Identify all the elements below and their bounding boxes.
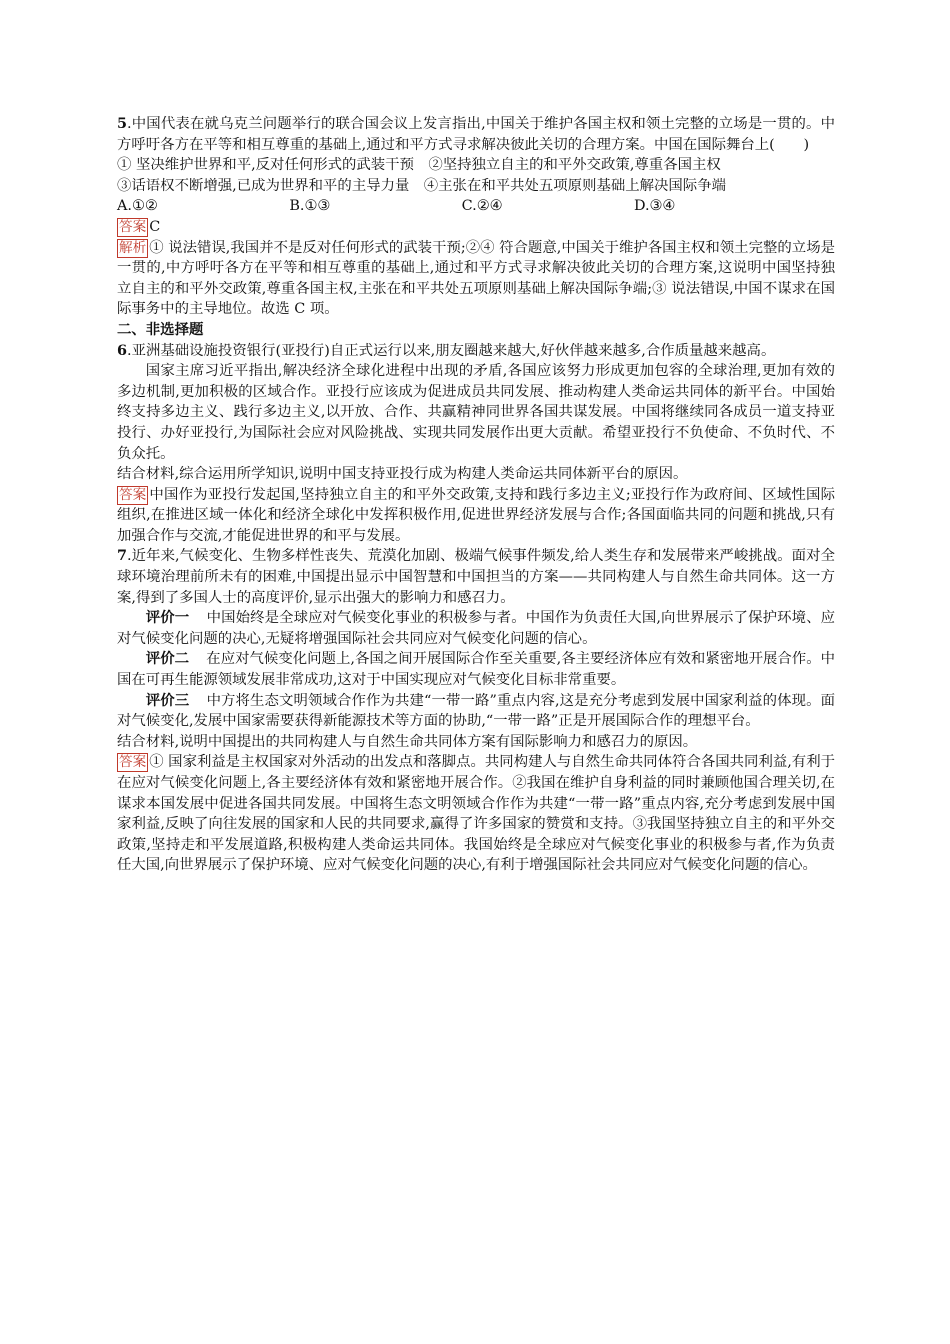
evaluation-2 (117, 649, 835, 690)
question-5-text: .中国代表在就乌克兰问题举行的联合国会议上发言指出,中国关于维护各国主权和领土完整的立场是一贯的。中方呼吁各方在平等和相互尊重的基础上,通过和平方式寻求解决彼此关切的合理方案。中国在国际舞台上( ) (117, 116, 835, 153)
question-5-statements-2: ③话语权不断增强,已成为世界和平的主导力量 ④主张在和平共处五项原则基础上解决国际争端 (117, 177, 726, 194)
answer-tag: 答案 (119, 486, 147, 503)
document-page (117, 114, 835, 876)
section-title: 二、非选择题 (117, 320, 204, 338)
question-5-options (117, 196, 835, 217)
question-5-statements-1: ① 坚决维护世界和平,反对任何形式的武装干预 ②坚持独立自主的和平外交政策,尊重各国主权 (117, 157, 721, 174)
question-6-question: 结合材料,综合运用所学知识,说明中国支持亚投行成为构建人类命运共同体新平台的原因。 (117, 466, 688, 483)
answer-tag: 答案 (119, 754, 147, 771)
question-7-intro-text: .近年来,气候变化、生物多样性丧失、荒漠化加剧、极端气候事件频发,给人类生存和发展带来严峻挑战。面对全球环境治理前所未有的困难,中国提出显示中国智慧和中国担当的方案——共同构建人与自然生命共同体。这一方案,得到了多国人士的高度评价,显示出强大的影响力和感召力。 (117, 548, 835, 606)
option-b: B.①③ (289, 198, 331, 215)
question-7-answer-text: ① 国家利益是主权国家对外活动的出发点和落脚点。共同构建人与自然生命共同体符合各国共同利益,有利于在应对气候变化问题上,各主要经济体有效和紧密地开展合作。②我国在维护自身利益的同时兼顾他国合理关切,在谋求本国发展中促进各国共同发展。中国将生态文明领域合作作为共建“一带一路”重点内容,充分考虑到发展中国家利益,反映了向往发展的国家和人民的共同要求,赢得了许多国家的赞赏和支持。③我国坚持独立自主的和平外交政策,坚持走和平发展道路,积极构建人类命运共同体。我国始终是全球应对气候变化事业的积极参与者,作为负责任大国,向世界展示了保护环境、应对气候变化问题的决心,有利于增强国际社会共同应对气候变化问题的信心。 (117, 754, 835, 874)
question-5-analysis (117, 238, 835, 320)
question-6-intro (117, 341, 835, 362)
evaluation-label: 评价二 (145, 650, 190, 668)
option-a: A.①② (117, 198, 158, 215)
evaluation-label: 评价一 (145, 609, 190, 627)
question-5-number: 5 (117, 115, 128, 132)
question-5-answer-text: C (149, 218, 161, 235)
question-5-answer (117, 217, 835, 238)
question-6-intro-text: .亚洲基础设施投资银行(亚投行)自正式运行以来,朋友圈越来越大,好伙伴越来越多,合作质量越来越高。 (127, 342, 776, 359)
question-6-number: 6 (117, 341, 128, 359)
question-5-stem (117, 114, 835, 155)
evaluation-text: 在应对气候变化问题上,各国之间开展国际合作至关重要,各主要经济体应有效和紧密地开展合作。中国在可再生能源领域发展非常成功,这对于中国实现应对气候变化目标非常重要。 (117, 651, 835, 689)
option-d: D.③④ (633, 198, 676, 215)
option-c: C.②④ (461, 198, 503, 215)
answer-tag: 答案 (119, 218, 147, 235)
question-6-answer-text: 中国作为亚投行发起国,坚持独立自主的和平外交政策,支持和践行多边主义;亚投行作为政府间、区域性国际组织,在推进区域一体化和经济全球化中发挥积极作用,促进世界经济发展与合作;各国面临共同的问题和挑战,只有加强合作与交流,才能促进世界的和平与发展。 (117, 486, 835, 544)
question-7-answer (117, 752, 835, 876)
question-5-analysis-text: ① 说法错误,我国并不是反对任何形式的武装干预;②④ 符合题意,中国关于维护各国主权和领土完整的立场是一贯的,中方呼吁各方在平等和相互尊重的基础上,通过和平方式寻求解决彼此关切的合理方案,这说明中国坚持独立自主的和平外交政策,尊重各国主权,主张在和平共处五项原则基础上解决国际争端;③ 说法错误,中国不谋求在国际事务中的主导地位。故选 C 项。 (117, 239, 835, 318)
evaluation-1 (117, 608, 835, 649)
analysis-tag: 解析 (119, 239, 147, 256)
question-7-number: 7 (117, 547, 128, 565)
question-7-intro (117, 546, 835, 608)
evaluation-text: 中方将生态文明领域合作作为共建“一带一路”重点内容,这是充分考虑到发展中国家利益的体现。面对气候变化,发展中国家需要获得新能源技术等方面的协助,“一带一路”正是开展国际合作的理想平台。 (117, 692, 835, 730)
question-6-answer (117, 485, 835, 547)
question-7-question: 结合材料,说明中国提出的共同构建人与自然生命共同体方案有国际影响力和感召力的原因。 (117, 733, 698, 750)
evaluation-label: 评价三 (145, 691, 190, 709)
evaluation-3 (117, 691, 835, 732)
evaluation-text: 中国始终是全球应对气候变化事业的积极参与者。中国作为负责任大国,向世界展示了保护环境、应对气候变化问题的决心,无疑将增强国际社会共同应对气候变化问题的信心。 (117, 610, 835, 647)
question-6-material: 国家主席习近平指出,解决经济全球化进程中出现的矛盾,各国应该努力形成更加包容的全球治理,更加有效的多边机制,更加积极的区域合作。亚投行应该成为促进成员共同发展、推动构建人类命运共同体的新平台。中国始终支持多边主义、践行多边主义,以开放、合作、共赢精神同世界各国共谋发展。中国将继续同各成员一道支持亚投行、办好亚投行,为国际社会应对风险挑战、实现共同发展作出更大贡献。希望亚投行不负使命、不负时代、不负众托。 (117, 363, 835, 462)
